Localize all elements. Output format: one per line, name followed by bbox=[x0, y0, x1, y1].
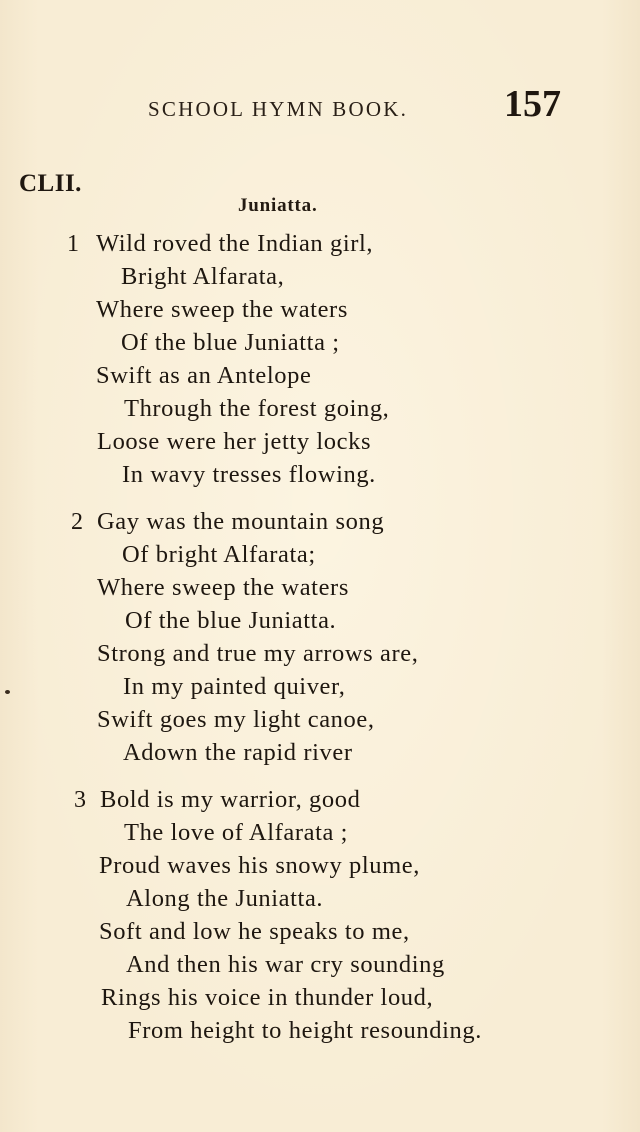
stanza-number: 1 bbox=[67, 231, 79, 257]
verse-line: Proud waves his snowy plume, bbox=[99, 852, 420, 879]
verse-line: Loose were her jetty locks bbox=[97, 428, 372, 455]
verse-line: Swift as an Antelope bbox=[96, 362, 312, 389]
verse-line: In my painted quiver, bbox=[123, 673, 346, 700]
page-number: 157 bbox=[504, 83, 561, 125]
verse-line: The love of Alfarata ; bbox=[124, 819, 349, 846]
verse-line: Of the blue Juniatta. bbox=[125, 607, 337, 634]
verse-line: Of the blue Juniatta ; bbox=[121, 329, 340, 356]
verse-line: From height to height resounding. bbox=[128, 1017, 482, 1044]
stanza-number: 2 bbox=[71, 509, 83, 535]
verse-line: And then his war cry sounding bbox=[126, 951, 445, 978]
verse-line: Through the forest going, bbox=[124, 395, 390, 422]
verse-line: Where sweep the waters bbox=[97, 574, 349, 601]
running-header-title: SCHOOL HYMN BOOK. bbox=[148, 97, 409, 121]
ink-speck bbox=[5, 690, 10, 694]
verse-line: Soft and low he speaks to me, bbox=[99, 918, 410, 945]
verse-line: Wild roved the Indian girl, bbox=[96, 230, 374, 257]
verse-line: Bold is my warrior, good bbox=[100, 786, 361, 813]
stanza-number: 3 bbox=[74, 787, 86, 813]
verse-line: Bright Alfarata, bbox=[121, 263, 285, 290]
verse-line: In wavy tresses flowing. bbox=[122, 461, 376, 488]
verse-line: Adown the rapid river bbox=[123, 739, 353, 766]
verse-line: Gay was the mountain song bbox=[97, 508, 385, 535]
verse-line: Of bright Alfarata; bbox=[122, 541, 316, 568]
hymn-number: CLII. bbox=[19, 170, 82, 197]
verse-line: Rings his voice in thunder loud, bbox=[101, 984, 434, 1011]
tune-name: Juniatta. bbox=[238, 195, 318, 216]
verse-line: Swift goes my light canoe, bbox=[97, 706, 375, 733]
verse-line: Strong and true my arrows are, bbox=[97, 640, 419, 667]
verse-line: Where sweep the waters bbox=[96, 296, 348, 323]
verse-line: Along the Juniatta. bbox=[126, 885, 324, 912]
